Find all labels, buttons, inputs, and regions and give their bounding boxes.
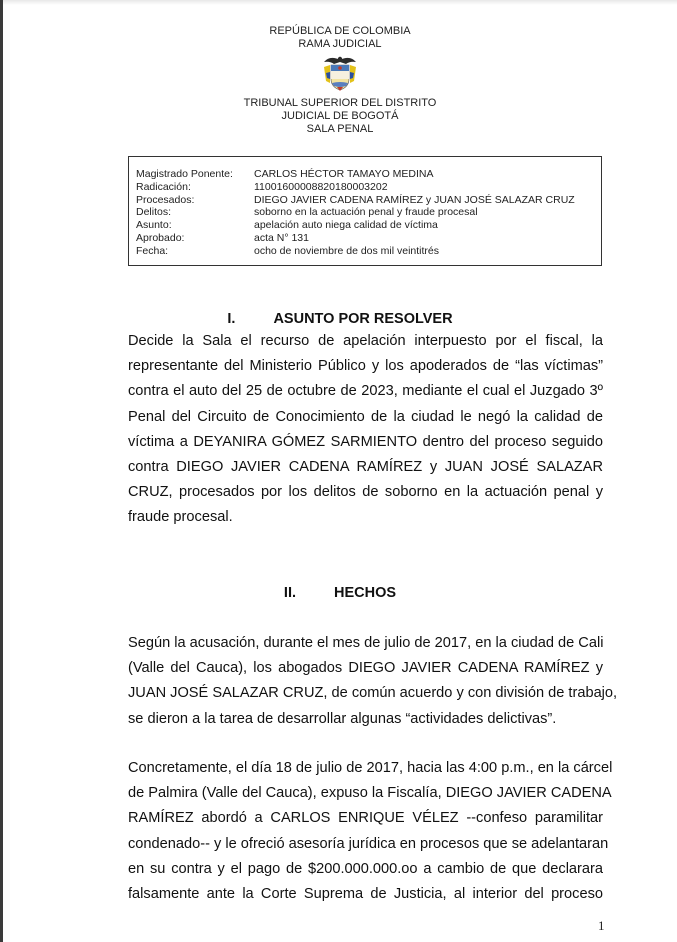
section-title: ASUNTO POR RESOLVER	[273, 311, 453, 327]
case-info-box	[128, 156, 602, 266]
text-line: CRUZ, procesados por los delitos de soborno en la actuación penal y	[128, 484, 603, 501]
info-label: Asunto:	[136, 219, 172, 231]
document-page	[3, 0, 677, 942]
page-number: 1	[598, 918, 605, 933]
info-label: Procesados:	[136, 194, 195, 206]
document-header	[3, 25, 677, 136]
text-line: RAMÍREZ abordó a CARLOS ENRIQUE VÉLEZ --confeso paramilitar	[128, 810, 603, 827]
section-number: II.	[283, 585, 297, 601]
text-line: contra DIEGO JAVIER CADENA RAMÍREZ y JUAN JOSÉ SALAZAR	[128, 459, 603, 476]
info-value: acta N° 131	[254, 232, 309, 244]
paragraph-hechos-1	[128, 631, 618, 732]
text-line: de Palmira (Valle del Cauca), expuso la Fiscalía, DIEGO JAVIER CADENA	[128, 785, 612, 802]
info-row-aprobado	[136, 232, 309, 245]
info-value: CARLOS HÉCTOR TAMAYO MEDINA	[254, 168, 434, 180]
info-row-asunto	[136, 219, 438, 232]
info-row-procesados	[136, 194, 575, 207]
info-label: Magistrado Ponente:	[136, 168, 233, 180]
info-row-radicacion	[136, 181, 388, 194]
text-line: Según la acusación, durante el mes de julio de 2017, en la ciudad de Cali	[128, 635, 604, 651]
text-line: Penal del Circuito de Conocimiento de la ciudad le negó la calidad de	[128, 408, 603, 425]
text-line: fraude procesal.	[128, 509, 233, 526]
text-line: representante del Ministerio Público y los apoderados de “las víctimas”	[128, 358, 603, 375]
text-line: Concretamente, el día 18 de julio de 2017, hacia las 4:00 p.m., en la cárcel	[128, 760, 613, 776]
header-country: REPÚBLICA DE COLOMBIA	[269, 25, 411, 37]
info-value: apelación auto niega calidad de víctima	[254, 219, 438, 231]
info-row-magistrado	[136, 168, 434, 181]
section-heading-hechos	[3, 585, 677, 601]
section-number: I.	[227, 311, 236, 327]
info-row-fecha	[136, 245, 439, 258]
text-line: falsamente ante la Corte Suprema de Justicia, al interior del proceso	[128, 886, 603, 903]
text-line: en su contra y el pago de $200.000.000.oo a cambio de que declarara	[128, 860, 603, 877]
info-value: 11001600008820180003202	[254, 181, 388, 193]
info-value: ocho de noviembre de dos mil veintitrés	[254, 245, 440, 257]
text-line: víctima a DEYANIRA GÓMEZ SARMIENTO dentro del proceso seguido	[128, 433, 603, 450]
text-line: (Valle del Cauca), los abogados DIEGO JAVIER CADENA RAMÍREZ y	[128, 660, 603, 677]
paragraph-hechos-2	[128, 756, 613, 907]
info-value: DIEGO JAVIER CADENA RAMÍREZ y JUAN JOSÉ SALAZAR CRUZ	[254, 194, 575, 206]
text-line: condenado-- y le ofreció asesoría jurídica en procesos que se adelantaran	[128, 835, 609, 852]
colombia-coat-of-arms-icon	[320, 53, 360, 93]
text-line: se dieron a la tarea de desarrollar algunas “actividades delictivas”.	[128, 710, 557, 727]
header-chamber: SALA PENAL	[306, 123, 374, 135]
info-row-delitos	[136, 206, 478, 219]
header-branch: RAMA JUDICIAL	[298, 38, 382, 50]
text-line: Decide la Sala el recurso de apelación interpuesto por el fiscal, la	[128, 333, 603, 349]
info-label: Aprobado:	[136, 232, 185, 244]
paragraph-asunto	[128, 329, 603, 531]
text-line: contra el auto del 25 de octubre de 2023, mediante el cual el Juzgado 3º	[128, 383, 603, 400]
info-label: Fecha:	[136, 245, 169, 257]
header-tribunal: TRIBUNAL SUPERIOR DEL DISTRITO	[243, 97, 437, 109]
section-title: HECHOS	[334, 585, 397, 601]
info-label: Delitos:	[136, 206, 172, 218]
text-line: JUAN JOSÉ SALAZAR CRUZ, de común acuerdo y con división de trabajo,	[128, 685, 618, 702]
header-district: JUDICIAL DE BOGOTÁ	[281, 110, 399, 122]
info-label: Radicación:	[136, 181, 191, 193]
section-heading-asunto	[3, 311, 677, 327]
info-value: soborno en la actuación penal y fraude procesal	[254, 206, 478, 218]
